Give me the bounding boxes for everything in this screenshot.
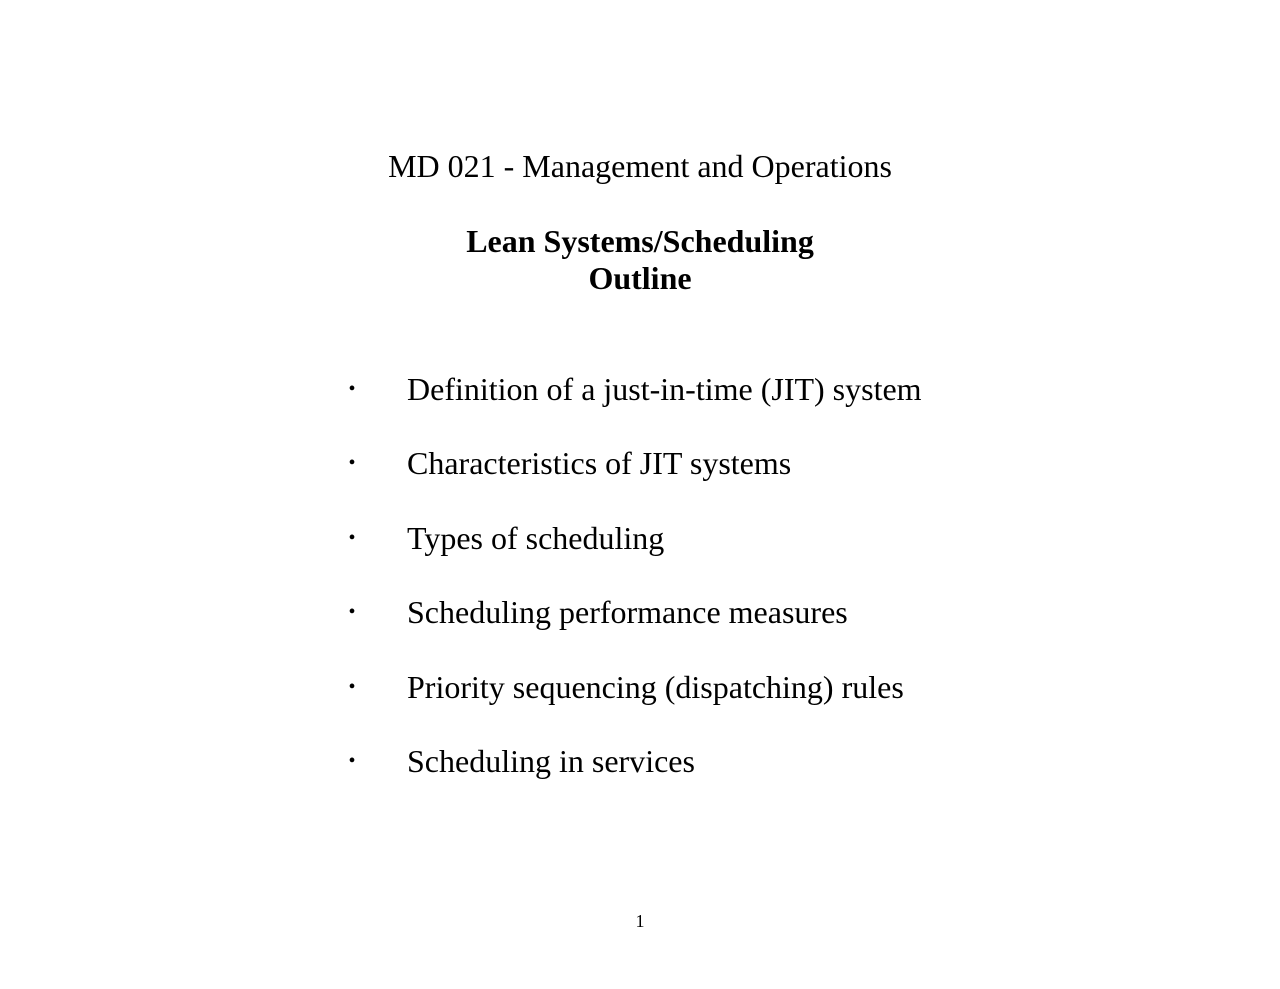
outline-item (0, 369, 1280, 409)
bullet-icon: • (348, 378, 356, 400)
course-title: MD 021 - Management and Operations (388, 148, 892, 184)
outline-item (0, 592, 1280, 632)
outline-item-text: Definition of a just-in-time (JIT) system (407, 371, 922, 407)
outline-item (0, 443, 1280, 483)
bullet-icon: • (348, 527, 356, 549)
section-subheading: Outline (588, 260, 692, 296)
outline-item-text: Types of scheduling (407, 520, 665, 556)
section-heading: Lean Systems/Scheduling (466, 223, 814, 259)
outline-item-text: Characteristics of JIT systems (407, 445, 792, 481)
outline-item-text: Scheduling performance measures (407, 594, 848, 630)
outline-item (0, 518, 1280, 558)
bullet-icon: • (348, 750, 356, 772)
bullet-icon: • (348, 676, 356, 698)
outline-item (0, 741, 1280, 781)
outline-item-text: Scheduling in services (407, 743, 695, 779)
bullet-icon: • (348, 601, 356, 623)
outline-item-text: Priority sequencing (dispatching) rules (407, 669, 904, 705)
outline-item (0, 667, 1280, 707)
page-number: 1 (635, 911, 645, 931)
bullet-icon: • (348, 452, 356, 474)
